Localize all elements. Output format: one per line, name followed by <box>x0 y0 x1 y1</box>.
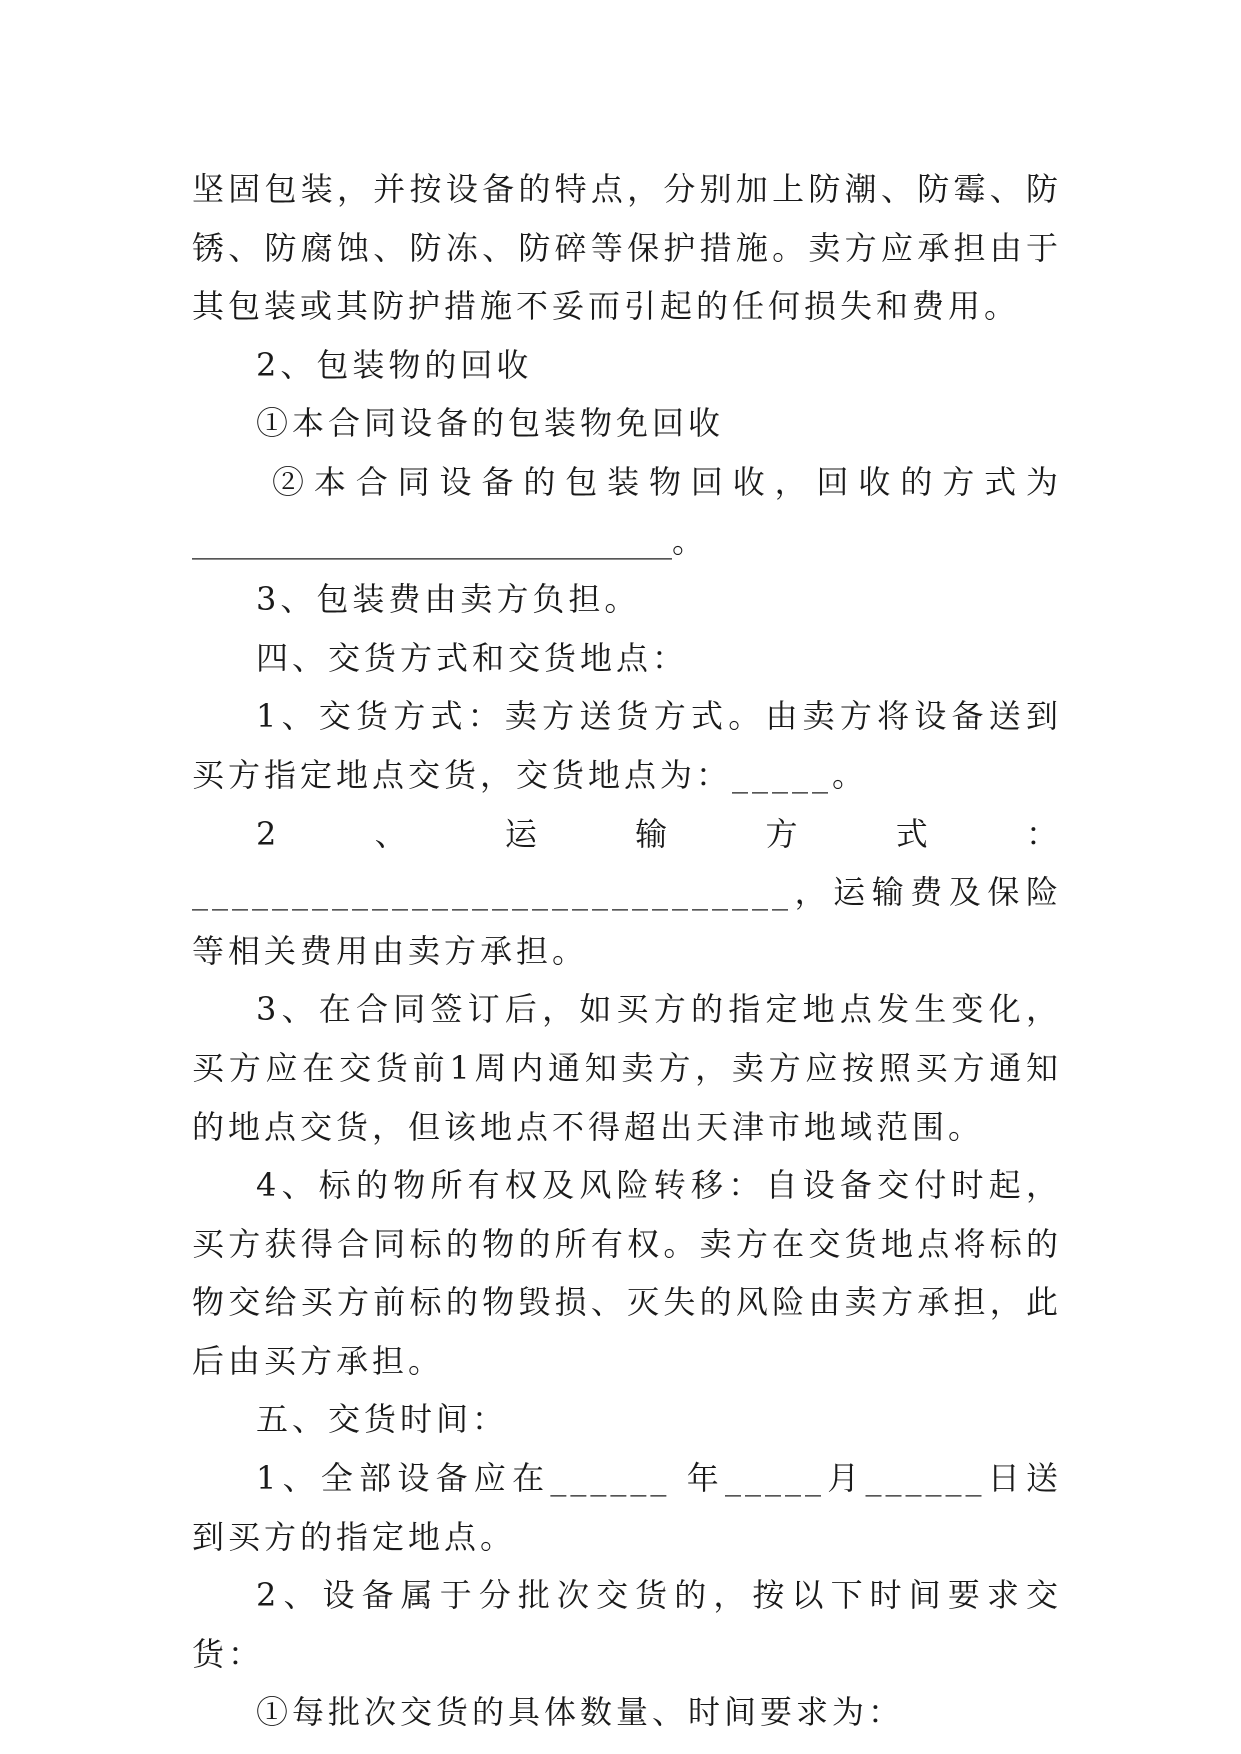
paragraph-packaging-requirements: 坚固包装，并按设备的特点，分别加上防潮、防霉、防锈、防腐蚀、防冻、防碎等保护措施。卖方应承担由于其包装或其防护措施不妥而引起的任何损失和费用。 <box>192 170 1062 326</box>
paragraph-delivery-method: 1、交货方式：卖方送货方式。由卖方将设备送到买方指定地点交货，交货地点为：_____。 <box>192 697 1062 794</box>
paragraph-batch-delivery: 2、设备属于分批次交货的，按以下时间要求交货： <box>192 1576 1062 1673</box>
document-body <box>192 160 1062 1742</box>
paragraph-recycling-method-blank: ______________________________。 <box>192 521 705 560</box>
paragraph-batch-quantity-time: ①每批次交货的具体数量、时间要求为： <box>256 1693 905 1732</box>
paragraph-location-change: 3、在合同签订后，如买方的指定地点发生变化，买方应在交货前1周内通知卖方，卖方应按照买方通知的地点交货，但该地点不得超出天津市地域范围。 <box>192 990 1062 1146</box>
paragraph-packaging-fee: 3、包装费由卖方负担。 <box>256 580 641 619</box>
paragraph-transport-method: 2、运输方式：______________________________，运输费及保险等相关费用由卖方承担。 <box>192 814 1062 970</box>
paragraph-option-recycling: ②本合同设备的包装物回收，回收的方式为 <box>272 462 1062 501</box>
paragraph-full-delivery-date: 1、全部设备应在______ 年_____月______日送到买方的指定地点。 <box>192 1459 1062 1556</box>
paragraph-ownership-risk-transfer: 4、标的物所有权及风险转移：自设备交付时起，买方获得合同标的物的所有权。卖方在交货地点将标的物交给买方前标的物毁损、灭失的风险由卖方承担，此后由买方承担。 <box>192 1166 1062 1380</box>
paragraph-option-no-recycling: ①本合同设备的包装物免回收 <box>256 404 725 443</box>
section-heading-delivery-method-location: 四、交货方式和交货地点： <box>256 638 689 677</box>
paragraph-packaging-recycling-heading: 2、包装物的回收 <box>256 345 533 384</box>
section-heading-delivery-time: 五、交货时间： <box>256 1400 509 1439</box>
